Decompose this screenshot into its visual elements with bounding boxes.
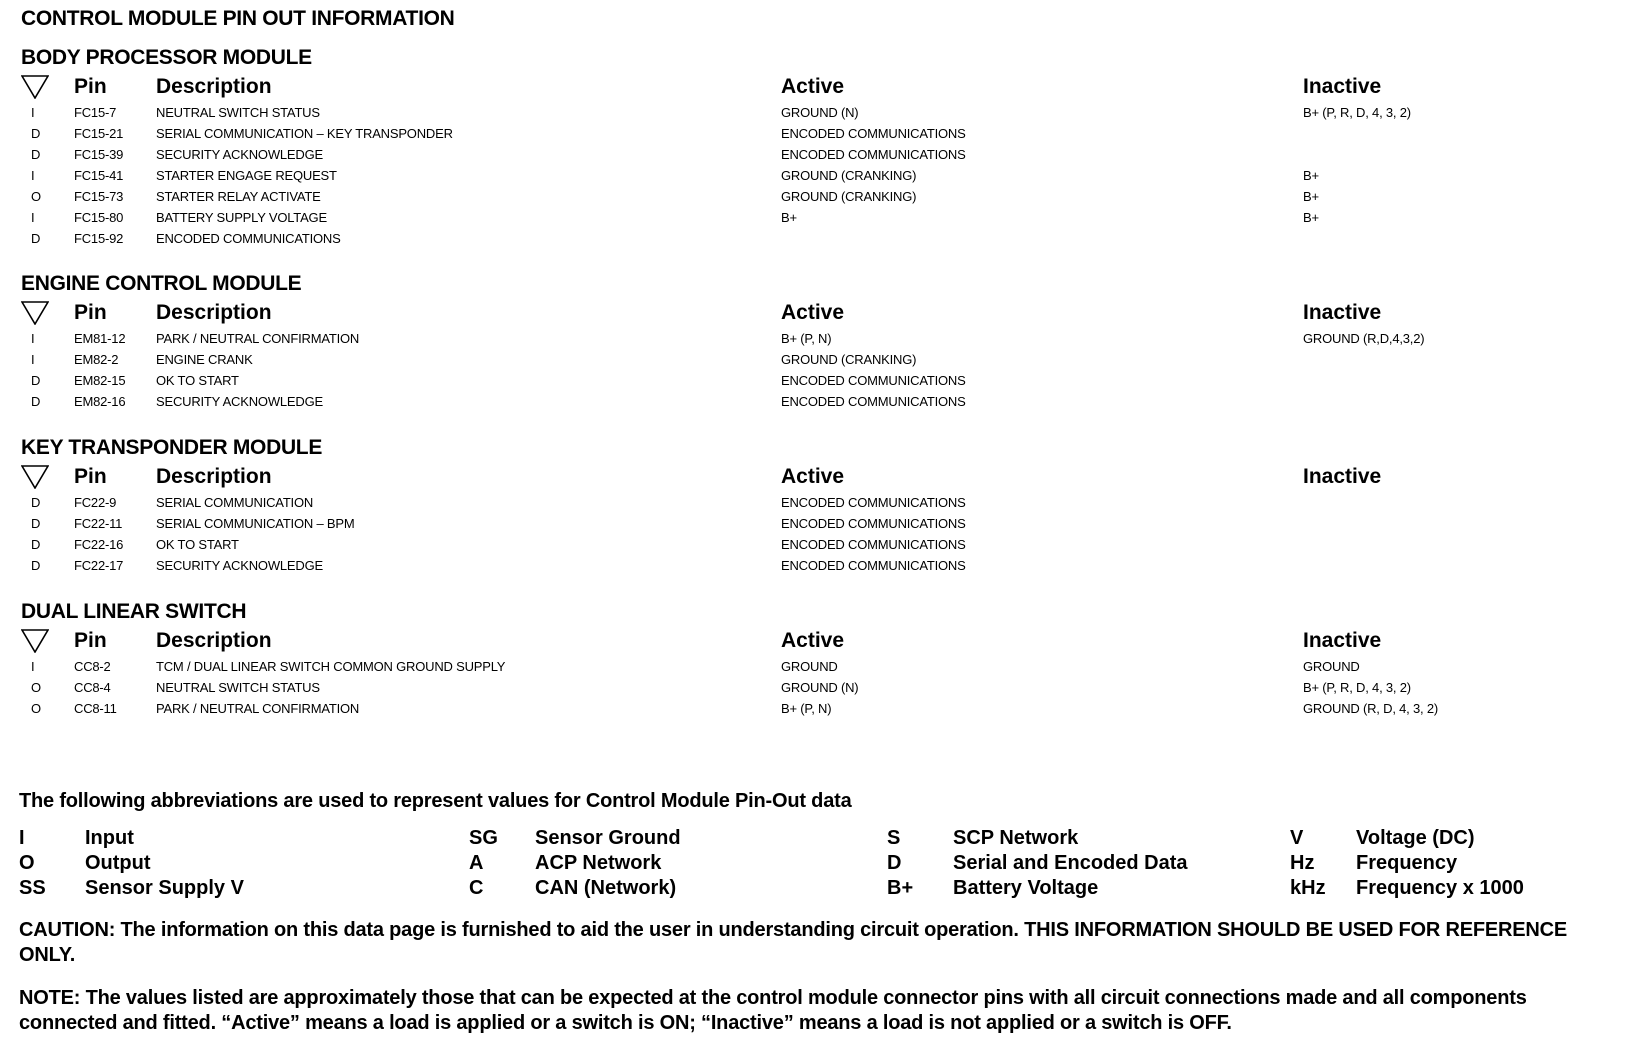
pin-id: FC22-11: [74, 516, 123, 531]
active-value: ENCODED COMMUNICATIONS: [781, 147, 966, 162]
pin-description: STARTER ENGAGE REQUEST: [156, 168, 337, 183]
column-header-row: [21, 462, 1611, 492]
abbreviations-legend: [19, 826, 1619, 906]
module-section: [21, 434, 1611, 576]
inactive-value: GROUND (R,D,4,3,2): [1303, 331, 1425, 346]
signal-type: O: [31, 189, 41, 204]
inactive-value: GROUND (R, D, 4, 3, 2): [1303, 701, 1439, 716]
pin-column-header: Pin: [74, 301, 107, 324]
active-value: GROUND (N): [781, 105, 859, 120]
signal-type: I: [31, 331, 35, 346]
inactive-value: B+ (P, R, D, 4, 3, 2): [1303, 105, 1411, 120]
pin-id: EM81-12: [74, 331, 126, 346]
abbreviation-code: B+: [887, 877, 914, 899]
abbreviation-code: Hz: [1290, 852, 1315, 874]
pin-id: FC15-80: [74, 210, 124, 225]
pin-description: OK TO START: [156, 537, 239, 552]
table-row: [21, 492, 1611, 513]
abbreviation-code: C: [469, 877, 484, 899]
abbreviation-meaning: SCP Network: [953, 827, 1079, 849]
description-column-header: Description: [156, 629, 272, 652]
inactive-value: B+: [1303, 189, 1319, 204]
section-title: ENGINE CONTROL MODULE: [21, 272, 302, 295]
caution-text: CAUTION: The information on this data page is furnished to aid the user in understanding circuit operation. THIS INFORMATION SHOULD BE USED FOR REFERENCE ONLY.: [19, 919, 1567, 966]
note-text: NOTE: The values listed are approximately those that can be expected at the control module connector pins with all circuit connections made and all components connected and fitted. “Active” means a load is applied or a switch is ON; “Inactive” means a load is not applied or a switch is OFF.: [19, 987, 1527, 1034]
table-row: [21, 698, 1611, 719]
active-value: B+ (P, N): [781, 701, 832, 716]
signal-direction-triangle-icon: [21, 465, 49, 489]
pin-id: EM82-16: [74, 394, 126, 409]
signal-direction-triangle-icon: [21, 75, 49, 99]
pin-description: ENGINE CRANK: [156, 352, 253, 367]
pin-description: SERIAL COMMUNICATION: [156, 495, 314, 510]
active-value: GROUND: [781, 659, 838, 674]
active-value: ENCODED COMMUNICATIONS: [781, 394, 966, 409]
description-column-header: Description: [156, 301, 272, 324]
active-column-header: Active: [781, 75, 845, 98]
pin-id: CC8-2: [74, 659, 111, 674]
pin-id: FC15-7: [74, 105, 117, 120]
description-column-header: Description: [156, 75, 272, 98]
active-value: GROUND (CRANKING): [781, 168, 917, 183]
abbreviation-meaning: Frequency x 1000: [1356, 877, 1524, 899]
signal-type: D: [31, 373, 41, 388]
signal-type: I: [31, 352, 35, 367]
inactive-value: B+: [1303, 168, 1319, 183]
pin-description: SECURITY ACKNOWLEDGE: [156, 394, 323, 409]
column-header-row: [21, 626, 1611, 656]
abbreviation-code: A: [469, 852, 484, 874]
column-header-row: [21, 72, 1611, 102]
active-value: ENCODED COMMUNICATIONS: [781, 516, 966, 531]
pin-description: PARK / NEUTRAL CONFIRMATION: [156, 701, 360, 716]
pin-description: SECURITY ACKNOWLEDGE: [156, 558, 323, 573]
abbreviation-code: SS: [19, 877, 46, 899]
abbreviation-code: V: [1290, 827, 1304, 849]
signal-type: I: [31, 168, 35, 183]
section-title: DUAL LINEAR SWITCH: [21, 600, 247, 623]
table-row: [21, 228, 1611, 249]
abbreviation-meaning: Sensor Supply V: [85, 877, 244, 899]
abbreviation-meaning: CAN (Network): [535, 877, 677, 899]
abbreviation-code: kHz: [1290, 877, 1326, 899]
abbreviation-meaning: Output: [85, 852, 151, 874]
pin-description: STARTER RELAY ACTIVATE: [156, 189, 321, 204]
inactive-column-header: Inactive: [1303, 465, 1382, 488]
pin-id: CC8-11: [74, 701, 117, 716]
module-section: [21, 270, 1611, 412]
pin-description: ENCODED COMMUNICATIONS: [156, 231, 341, 246]
signal-type: D: [31, 126, 41, 141]
pin-id: CC8-4: [74, 680, 111, 695]
table-row: [21, 328, 1611, 349]
table-row: [21, 370, 1611, 391]
active-value: ENCODED COMMUNICATIONS: [781, 126, 966, 141]
pin-description: PARK / NEUTRAL CONFIRMATION: [156, 331, 360, 346]
table-row: [21, 207, 1611, 228]
signal-direction-triangle-icon: [21, 629, 49, 653]
description-column-header: Description: [156, 465, 272, 488]
active-column-header: Active: [781, 301, 845, 324]
abbreviation-code: O: [19, 852, 35, 874]
abbreviation-code: S: [887, 827, 901, 849]
abbreviation-meaning: Input: [85, 827, 134, 849]
abbreviation-code: D: [887, 852, 902, 874]
page-title: CONTROL MODULE PIN OUT INFORMATION: [21, 7, 455, 30]
pin-id: FC22-16: [74, 537, 124, 552]
pin-description: SERIAL COMMUNICATION – KEY TRANSPONDER: [156, 126, 453, 141]
pin-column-header: Pin: [74, 75, 107, 98]
abbreviation-meaning: Battery Voltage: [953, 877, 1099, 899]
pin-description: NEUTRAL SWITCH STATUS: [156, 680, 320, 695]
table-row: [21, 513, 1611, 534]
abbreviation-meaning: Frequency: [1356, 852, 1458, 874]
table-row: [21, 677, 1611, 698]
active-value: B+: [781, 210, 797, 225]
abbreviation-meaning: Voltage (DC): [1356, 827, 1475, 849]
signal-type: D: [31, 147, 41, 162]
signal-type: D: [31, 495, 41, 510]
pin-description: BATTERY SUPPLY VOLTAGE: [156, 210, 327, 225]
active-column-header: Active: [781, 465, 845, 488]
table-row: [21, 186, 1611, 207]
inactive-column-header: Inactive: [1303, 301, 1382, 324]
pin-column-header: Pin: [74, 465, 107, 488]
active-value: ENCODED COMMUNICATIONS: [781, 495, 966, 510]
signal-type: D: [31, 516, 41, 531]
active-value: GROUND (CRANKING): [781, 352, 917, 367]
section-title: KEY TRANSPONDER MODULE: [21, 436, 323, 459]
pin-description: TCM / DUAL LINEAR SWITCH COMMON GROUND SUPPLY: [156, 659, 506, 674]
module-section: [21, 598, 1611, 719]
column-header-row: [21, 298, 1611, 328]
pin-id: FC15-21: [74, 126, 124, 141]
pin-id: FC15-92: [74, 231, 124, 246]
signal-type: I: [31, 210, 35, 225]
abbreviation-code: I: [19, 827, 25, 849]
pin-id: FC15-41: [74, 168, 124, 183]
pin-column-header: Pin: [74, 629, 107, 652]
active-value: GROUND (N): [781, 680, 859, 695]
pin-description: OK TO START: [156, 373, 239, 388]
inactive-value: B+ (P, R, D, 4, 3, 2): [1303, 680, 1411, 695]
table-row: [21, 102, 1611, 123]
pin-description: NEUTRAL SWITCH STATUS: [156, 105, 320, 120]
active-value: ENCODED COMMUNICATIONS: [781, 373, 966, 388]
table-row: [21, 555, 1611, 576]
signal-type: D: [31, 558, 41, 573]
table-row: [21, 656, 1611, 677]
signal-type: O: [31, 701, 41, 716]
pin-id: EM82-15: [74, 373, 126, 388]
pin-description: SERIAL COMMUNICATION – BPM: [156, 516, 355, 531]
table-row: [21, 144, 1611, 165]
table-row: [21, 123, 1611, 144]
active-value: B+ (P, N): [781, 331, 832, 346]
table-row: [21, 349, 1611, 370]
table-row: [21, 165, 1611, 186]
abbreviation-meaning: Sensor Ground: [535, 827, 681, 849]
module-section: [21, 44, 1611, 249]
active-value: GROUND (CRANKING): [781, 189, 917, 204]
pin-id: FC22-9: [74, 495, 117, 510]
active-value: ENCODED COMMUNICATIONS: [781, 537, 966, 552]
pin-id: FC22-17: [74, 558, 124, 573]
signal-type: D: [31, 537, 41, 552]
table-row: [21, 534, 1611, 555]
abbreviations-intro: The following abbreviations are used to represent values for Control Module Pin-Out data: [19, 790, 852, 812]
inactive-column-header: Inactive: [1303, 75, 1382, 98]
pin-id: FC15-39: [74, 147, 124, 162]
pin-id: FC15-73: [74, 189, 124, 204]
signal-direction-triangle-icon: [21, 301, 49, 325]
signal-type: I: [31, 659, 35, 674]
abbreviation-code: SG: [469, 827, 498, 849]
inactive-value: GROUND: [1303, 659, 1360, 674]
signal-type: D: [31, 394, 41, 409]
active-column-header: Active: [781, 629, 845, 652]
abbreviation-meaning: ACP Network: [535, 852, 662, 874]
inactive-value: B+: [1303, 210, 1319, 225]
active-value: ENCODED COMMUNICATIONS: [781, 558, 966, 573]
pin-id: EM82-2: [74, 352, 119, 367]
signal-type: D: [31, 231, 41, 246]
section-title: BODY PROCESSOR MODULE: [21, 46, 312, 69]
pin-description: SECURITY ACKNOWLEDGE: [156, 147, 323, 162]
inactive-column-header: Inactive: [1303, 629, 1382, 652]
signal-type: I: [31, 105, 35, 120]
abbreviation-meaning: Serial and Encoded Data: [953, 852, 1188, 874]
signal-type: O: [31, 680, 41, 695]
table-row: [21, 391, 1611, 412]
